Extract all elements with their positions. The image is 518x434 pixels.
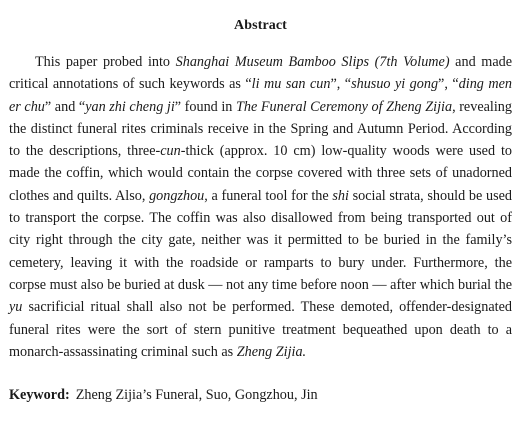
abstract-italic-term: The Funeral Ceremony of Zheng Zijia — [236, 98, 453, 115]
abstract-italic-term: li mu san cun — [251, 76, 331, 93]
abstract-text-run: and made critical annotations of such keywords as “ — [9, 54, 513, 93]
abstract-text-run: ”, “ — [330, 76, 352, 93]
abstract-heading: Abstract — [234, 18, 287, 33]
abstract-italic-term: yan zhi cheng ji — [85, 98, 175, 115]
abstract-italic-term: yu — [9, 299, 23, 316]
abstract-italic-term: Zheng Zijia. — [236, 343, 307, 360]
paper-page — [9, 0, 512, 404]
abstract-text-run: -thick (approx. 10 cm) low-quality woods were used to made the coffin, which would contain the corpse covered with three sets of unadorned clothes and quilts. Also, — [9, 143, 512, 204]
abstract-text-run: This paper probed into — [35, 54, 176, 70]
keyword-label: Keyword: — [9, 387, 70, 404]
abstract-italic-term: gongzhou — [149, 187, 205, 204]
keyword-list: Zheng Zijia’s Funeral, Suo, Gongzhou, Jin — [75, 387, 318, 404]
abstract-italic-term: cun — [160, 143, 181, 160]
abstract-italic-term: Shanghai Museum Bamboo Slips (7th Volume) — [175, 54, 450, 70]
abstract-text-run: ” found in — [174, 98, 236, 115]
abstract-text-run: ” and “ — [44, 98, 86, 115]
abstract-paragraph — [9, 51, 512, 363]
abstract-italic-term: shusuo yi gong — [351, 76, 439, 93]
abstract-text-run: social strata, should be used to transport the corpse. The coffin was also disallowed from being transported out of city right through the city gate, neither was it permitted to be buried in the family’s cemetery, leaving it with the roadside or ramparts to bury under. Furthermore, the corpse must also be buried at dusk — not any time before noon — after which burial the — [9, 187, 512, 293]
abstract-italic-term: ding men er chu — [9, 76, 512, 115]
abstract-text-run: ”, “ — [438, 76, 459, 93]
abstract-text-run: sacrificial ritual shall also not be performed. These demoted, offender-designated funeral rites were the sort of stern punitive treatment bequeathed upon death to a monarch-assassinating criminal such as — [9, 299, 512, 360]
abstract-italic-term: shi — [332, 187, 349, 204]
abstract-text-run: , revealing the distinct funeral rites criminals receive in the Spring and Autumn Period. According to the descriptions, three- — [9, 98, 512, 160]
keyword-line — [9, 386, 512, 404]
abstract-text-run: , a funeral tool for the — [204, 187, 333, 204]
